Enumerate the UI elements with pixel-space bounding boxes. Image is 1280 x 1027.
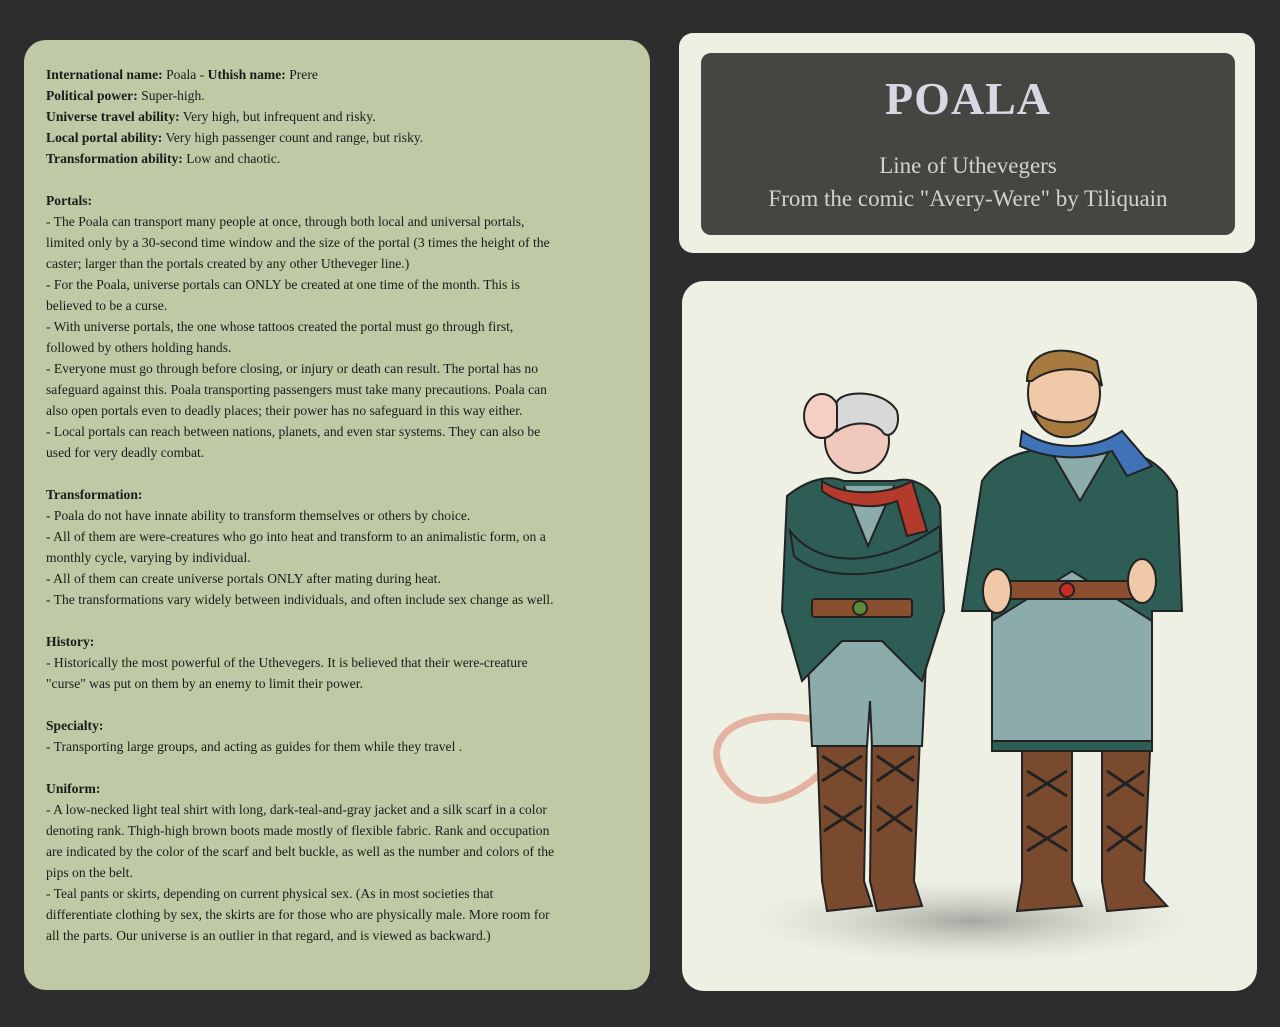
subtitle-line: Line of Uthevegers — [879, 153, 1057, 178]
stat-local-portal: Local portal ability: Very high passenger count and range, but risky. — [46, 130, 424, 145]
section-portals: Portals: - The Poala can transport many people at once, through both local and universal portals, limited only by a 30-second time window and the size of the portal (3 times the height of the caster; larger than the portals created by any other Utheveger line.) - For the Poala, universe portals can ONLY be created at one time of the month. This is believed to be a curse. - With universe portals, the one whose tattoos created the portal must go through first, followed by others holding hands. - Everyone must go through before closing, or injury or death can result. The portal has no safeguard against this. Poala transporting passengers must take many precautions. Poala can also open portals even to deadly places; their power has no safeguard in this way either. - Local portals can reach between nations, planets, and even star systems. They can also be used for very deadly combat. — [46, 190, 632, 463]
character-illustration — [682, 281, 1257, 991]
section-heading: Specialty: — [46, 718, 104, 733]
section-specialty: Specialty: - Transporting large groups, and acting as guides for them while they travel . — [46, 715, 632, 757]
character-female — [717, 394, 944, 912]
character-art-panel — [682, 281, 1257, 991]
left-hand — [983, 569, 1011, 613]
stat-political-power: Political power: Super-high. — [46, 88, 205, 103]
ear — [804, 394, 840, 438]
description-panel — [24, 40, 650, 990]
right-hand — [1128, 559, 1156, 603]
belt-buckle — [1060, 583, 1074, 597]
stat-universe-travel: Universe travel ability: Very high, but infrequent and risky. — [46, 109, 376, 124]
left-boot — [817, 736, 872, 911]
left-boot — [1017, 751, 1082, 911]
stat-names: International name: Poala - Uthish name: Prere — [46, 67, 318, 82]
section-heading: Portals: — [46, 193, 93, 208]
stat-transformation: Transformation ability: Low and chaotic. — [46, 151, 281, 166]
section-transformation: Transformation: - Poala do not have innate ability to transform themselves or others by choice. - All of them are were-creatures who go into heat and transform to an animalistic form, on a monthly cycle, varying by individual. - All of them can create universe portals ONLY after mating during heat. - The transformations vary widely between individuals, and often include sex change as well. — [46, 484, 632, 610]
section-heading: Uniform: — [46, 781, 101, 796]
section-heading: History: — [46, 634, 95, 649]
title-banner — [701, 53, 1235, 235]
section-history: History: - Historically the most powerful of the Uthevegers. It is believed that their were-creature "curse" was put on them by an enemy to limit their power. — [46, 631, 632, 694]
right-boot — [870, 736, 922, 911]
title-card — [679, 33, 1255, 253]
character-male — [962, 351, 1182, 911]
section-uniform: Uniform: - A low-necked light teal shirt with long, dark-teal-and-gray jacket and a silk scarf in a color denoting rank. Thigh-high brown boots made mostly of flexible fabric. Rank and occupation are indicated by the color of the scarf and belt buckle, as well as the number and colors of the pips on the belt. - Teal pants or skirts, depending on current physical sex. (As in most societies that differentiate clothing by sex, the skirts are for those who are physically male. More room for all the parts. Our universe is an outlier in that regard, and is viewed as backward.) — [46, 778, 632, 946]
section-heading: Transformation: — [46, 487, 143, 502]
subtitle — [701, 149, 1235, 215]
belt-buckle — [853, 601, 867, 615]
credit-line: From the comic "Avery-Were" by Tiliquain — [768, 186, 1168, 211]
page-title: POALA — [885, 73, 1051, 124]
